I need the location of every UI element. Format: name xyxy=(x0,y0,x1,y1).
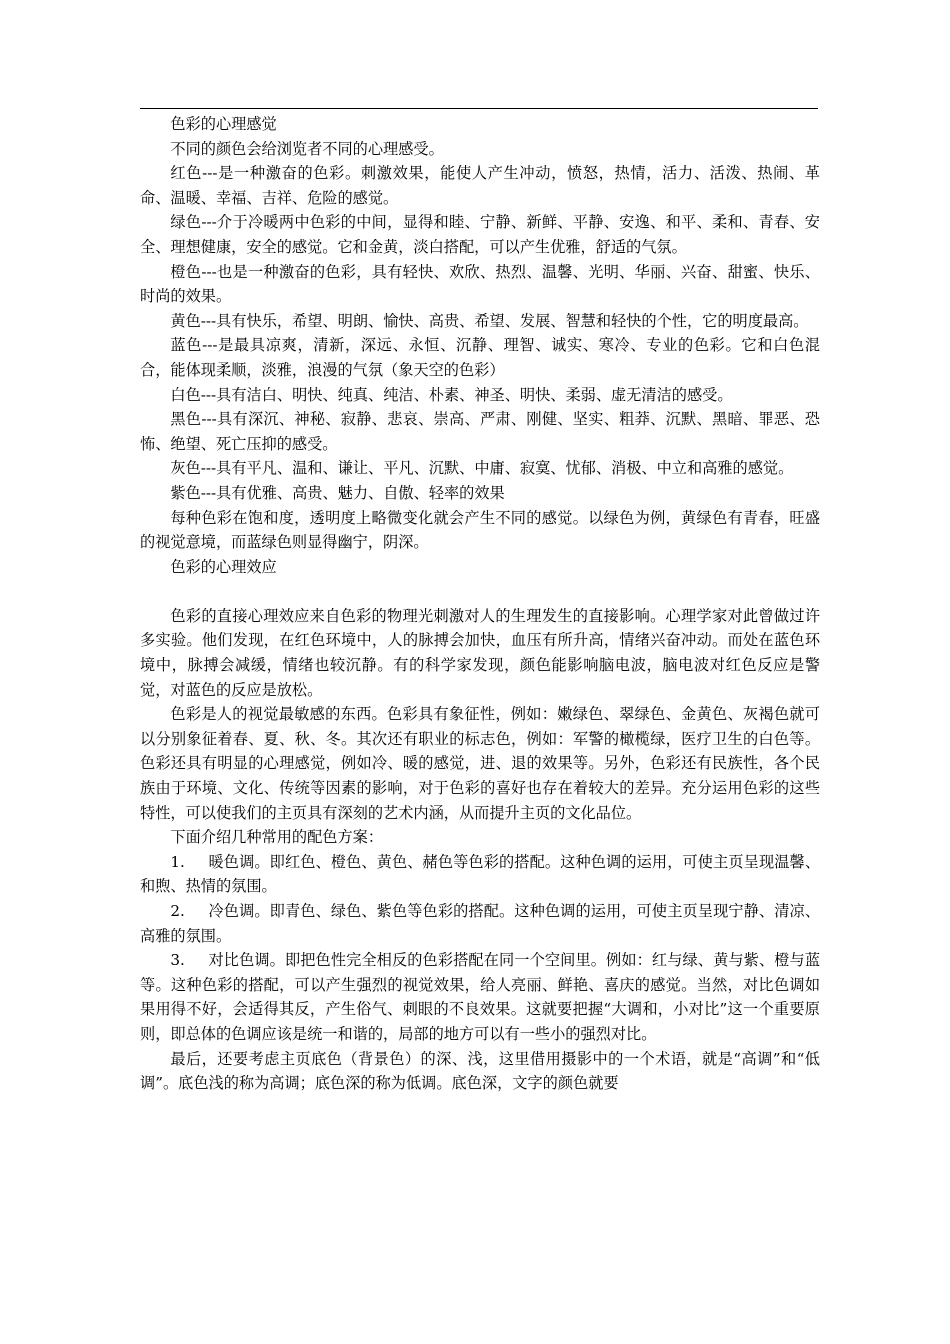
list-item-text: 冷色调。即青色、绿色、紫色等色彩的搭配。这种色调的运用，可使主页呈现宁静、清凉、高雅的氛围。 xyxy=(140,902,820,945)
section-heading-psychological-effect: 色彩的心理效应 xyxy=(170,557,277,576)
list-item-cool xyxy=(140,899,820,948)
paragraph-red: 红色---是一种激奋的色彩。刺激效果，能使人产生冲动，愤怒，热情，活力、活泼、热闹、革命、温暖、幸福、吉祥、危险的感觉。 xyxy=(140,164,820,207)
blank-line xyxy=(140,579,820,604)
paragraph-gray: 灰色---具有平凡、温和、谦让、平凡、沉默、中庸、寂寞、忧郁、消极、中立和高雅的感觉。 xyxy=(170,459,794,478)
list-item-contrast xyxy=(140,948,820,1046)
header-rule xyxy=(140,108,818,109)
paragraph-green: 绿色---介于冷暖两中色彩的中间，显得和睦、宁静、新鲜、平静、安逸、和平、柔和、青春、安全、理想健康，安全的感觉。它和金黄，淡白搭配，可以产生优雅，舒适的气氛。 xyxy=(140,213,820,256)
paragraph-orange: 橙色---也是一种激奋的色彩，具有轻快、欢欣、热烈、温馨、光明、华丽、兴奋、甜蜜、快乐、时尚的效果。 xyxy=(140,262,820,306)
paragraph-yellow: 黄色---具有快乐，希望、明朗、愉快、高贵、希望、发展、智慧和轻快的个性，它的明度最高。 xyxy=(170,311,809,330)
list-number: 3. xyxy=(170,951,185,970)
paragraph-saturation: 每种色彩在饱和度，透明度上略微变化就会产生不同的感觉。以绿色为例，黄绿色有青春，旺盛的视觉意境，而蓝绿色则显得幽宁，阴深。 xyxy=(140,508,820,552)
paragraph-intro: 不同的颜色会给浏览者不同的心理感受。 xyxy=(170,139,444,158)
list-item-text: 暖色调。即红色、橙色、黄色、赭色等色彩的搭配。这种色调的运用，可使主页呈现温馨、和煦、热情的氛围。 xyxy=(140,852,820,896)
paragraph-schemes-intro: 下面介绍几种常用的配色方案： xyxy=(170,828,384,847)
section-heading-psychological-feeling: 色彩的心理感觉 xyxy=(170,115,277,133)
list-item-warm xyxy=(140,850,820,899)
paragraph-blue: 蓝色---是最具凉爽，清新，深远、永恒、沉静、理智、诚实、寒冷、专业的色彩。它和白色混合，能体现柔顺，淡雅，浪漫的气氛（象天空的色彩） xyxy=(140,336,820,379)
paragraph-purple: 紫色---具有优雅、高贵、魅力、自傲、轻率的效果 xyxy=(170,483,505,502)
paragraph-black: 黑色---具有深沉、神秘、寂静、悲哀、崇高、严肃、刚健、坚实、粗莽、沉默、黑暗、罪恶、恐怖、绝望、死亡压抑的感受。 xyxy=(140,410,820,453)
list-item-text: 对比色调。即把色性完全相反的色彩搭配在同一个空间里。例如：红与绿、黄与紫、橙与蓝等。这种色彩的搭配，可以产生强烈的视觉效果，给人亮丽、鲜艳、喜庆的感觉。当然，对比色调如果用得不好，会适得其反，产生俗气、刺眼的不良效果。这就要把握“大调和，小对比”这一个重要原则，即总体的色调应该是统一和谐的，局部的地方可以有一些小的强烈对比。 xyxy=(140,951,820,1043)
document-body xyxy=(140,112,820,1096)
paragraph-background-tone: 最后，还要考虑主页底色（背景色）的深、浅，这里借用摄影中的一个术语，就是“高调”和“低调”。底色浅的称为高调；底色深的称为低调。底色深，文字的颜色就要 xyxy=(140,1049,820,1093)
list-number: 1. xyxy=(170,852,185,871)
paragraph-symbolism: 色彩是人的视觉最敏感的东西。色彩具有象征性，例如：嫩绿色、翠绿色、金黄色、灰褐色就可以分别象征着春、夏、秋、冬。其次还有职业的标志色，例如：军警的橄榄绿，医疗卫生的白色等。色彩还具有明显的心理感觉，例如冷、暖的感觉，进、退的效果等。另外，色彩还有民族性，各个民族由于环境、文化、传统等因素的影响，对于色彩的喜好也存在着较大的差异。充分运用色彩的这些特性，可以使我们的主页具有深刻的艺术内涵，从而提升主页的文化品位。 xyxy=(140,705,820,822)
list-number: 2. xyxy=(170,902,185,920)
paragraph-white: 白色---具有洁白、明快、纯真、纯洁、朴素、神圣、明快、柔弱、虚无清洁的感受。 xyxy=(170,385,733,404)
paragraph-direct-effect: 色彩的直接心理效应来自色彩的物理光刺激对人的生理发生的直接影响。心理学家对此曾做过许多实验。他们发现，在红色环境中，人的脉搏会加快，血压有所升高，情绪兴奋冲动。而处在蓝色环境中，脉搏会减缓，情绪也较沉静。有的科学家发现，颜色能影响脑电波，脑电波对红色反应是警觉，对蓝色的反应是放松。 xyxy=(140,606,820,699)
